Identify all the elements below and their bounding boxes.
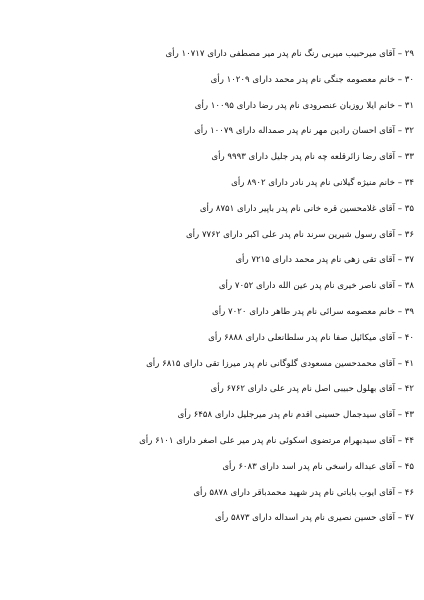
candidate-list (14, 42, 414, 532)
list-item: ۴۵ – آقای عبداله راسخی نام پدر اسد دارای ۶۰۸۳ رأی (222, 461, 414, 472)
list-item: ۴۳ – آقای سیدجمال حسینی اقدم نام پدر میرجلیل دارای ۶۴۵۸ رأی (177, 410, 414, 421)
list-item: ۴۶ – آقای ایوب باباتی نام پدر شهید محمدباقر دارای ۵۸۷۸ رأی (193, 487, 414, 498)
list-item: ۳۲ – آقای احسان رادین مهر نام پدر صمداله دارای ۱۰۰۷۹ رأی (194, 126, 414, 137)
list-item: ۳۷ – آقای تقی زهی نام پدر محمد دارای ۷۲۱۵ رأی (235, 255, 414, 266)
list-item: ۴۲ – آقای بهلول حبیبی اصل نام پدر علی دارای ۶۷۶۲ رأی (210, 384, 414, 395)
list-item: ۳۵ – آقای غلامحسین قره خانی نام پدر باپیر دارای ۸۷۵۱ رأی (199, 203, 414, 214)
list-item: ۴۷ – آقای حسین نصیری نام پدر اسداله دارای ۵۸۷۳ رأی (214, 513, 414, 524)
list-item: ۳۹ – خانم معصومه سرائی نام پدر طاهر دارای ۷۰۲۰ رأی (212, 306, 414, 317)
list-item: ۴۱ – آقای محمدحسین مسعودی گلوگانی نام پدر میرزا تقی دارای ۶۸۱۵ رأی (146, 358, 414, 369)
list-item: ۳۴ – خانم منیژه گیلانی نام پدر نادر دارای ۸۹۰۲ رأی (231, 177, 414, 188)
list-item: ۳۸ – آقای ناصر خیری نام پدر عین الله دارای ۷۰۵۲ رأی (218, 281, 414, 292)
list-item: ۳۳ – آقای رضا زائرقلعه چه نام پدر جلیل دارای ۹۹۹۳ رأی (211, 152, 414, 163)
list-item: ۳۱ – خانم ایلا روزبان عنصرودی نام پدر رضا دارای ۱۰۰۹۵ رأی (194, 100, 414, 111)
list-item: ۴۰ – آقای میکائیل صفا نام پدر سلطانعلی دارای ۶۸۸۸ رأی (208, 332, 414, 343)
list-item: ۳۶ – آقای رسول شیرین سرند نام پدر علی اکبر دارای ۷۷۶۲ رأی (185, 229, 414, 240)
list-item: ۲۹ – آقای میرحبیب میربی رنگ نام پدر میر مصطفی دارای ۱۰۷۱۷ رأی (165, 49, 414, 59)
list-item: ۴۴ – آقای سیدبهرام مرتضوی اسکوئی نام پدر میر علی اصغر دارای ۶۱۰۱ رأی (139, 435, 414, 446)
list-item: ۳۰ – خانم معصومه جنگی نام پدر محمد دارای ۱۰۲۰۹ رأی (210, 74, 414, 85)
